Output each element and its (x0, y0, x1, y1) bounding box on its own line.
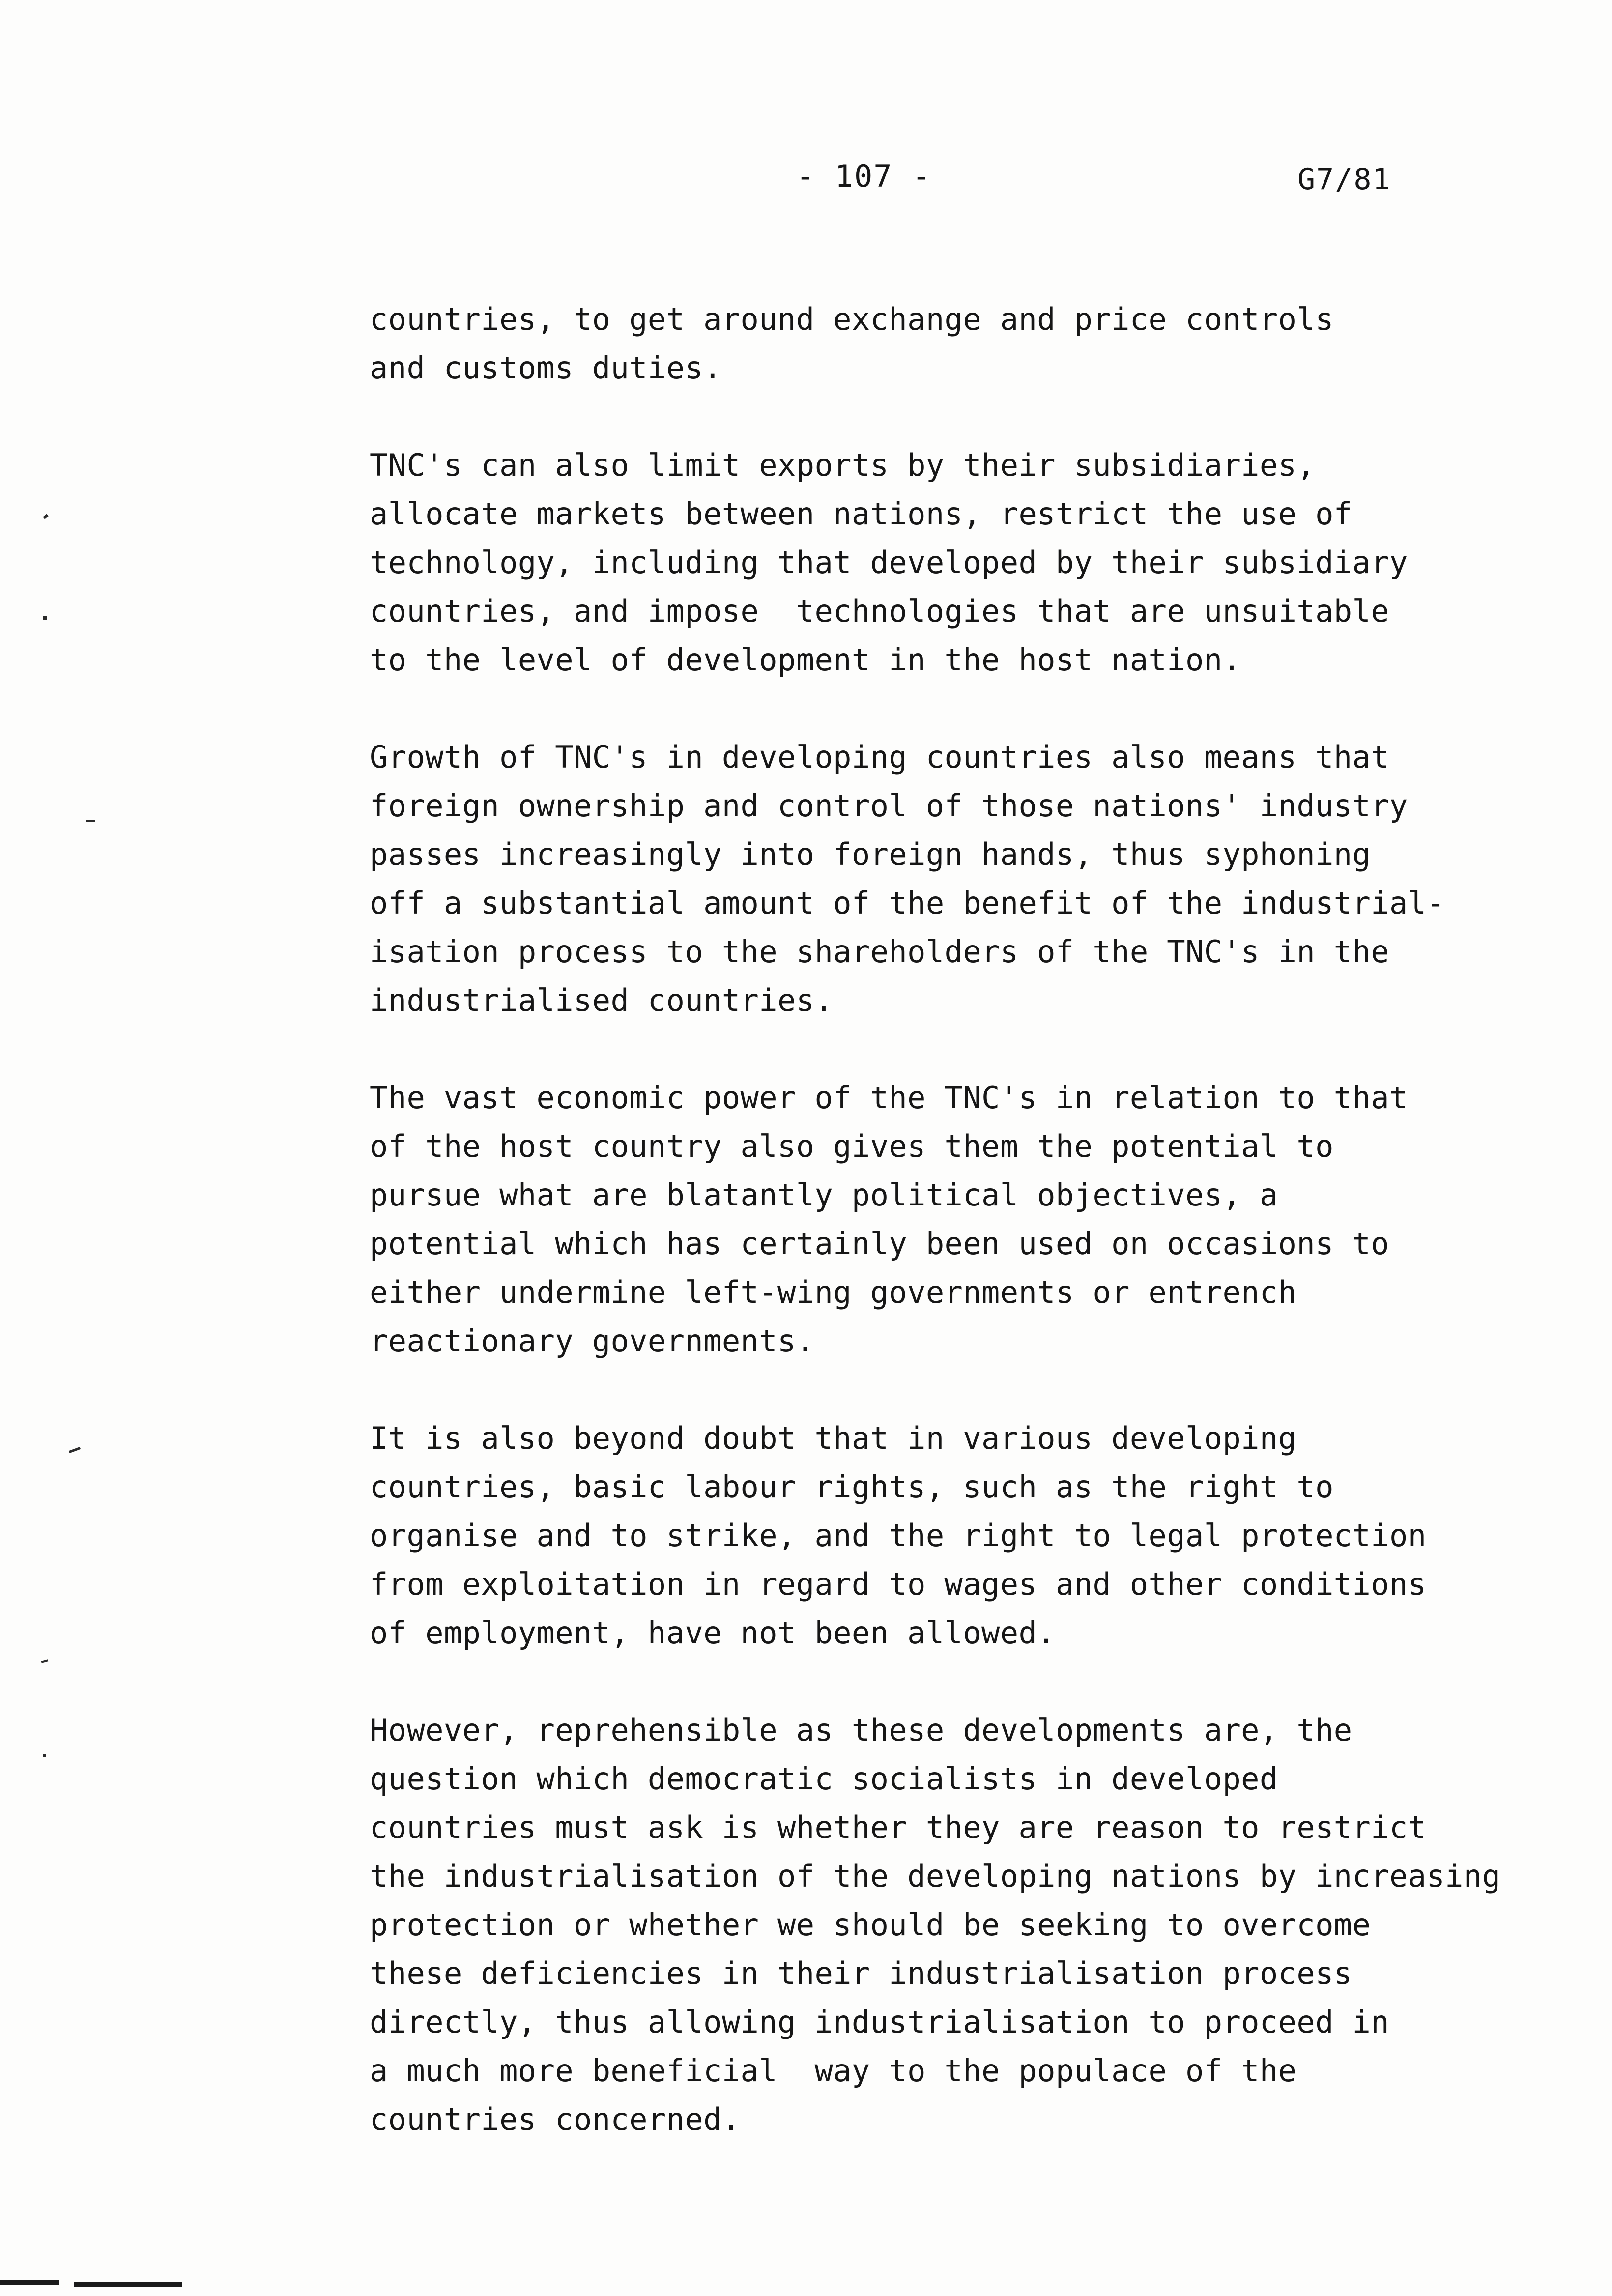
margin-mark (43, 616, 47, 620)
paragraph-5 (370, 1414, 1598, 1657)
text-line: pursue what are blatantly political objectives, a (370, 1177, 1278, 1213)
bottom-rule (74, 2282, 182, 2287)
text-line: countries, and impose technologies that are unsuitable (370, 593, 1389, 629)
text-line: protection or whether we should be seeking to overcome (370, 1907, 1371, 1943)
text-line: Growth of TNC's in developing countries also means that (370, 739, 1389, 775)
paragraph-6 (370, 1706, 1598, 2144)
text-line: countries, basic labour rights, such as the right to (370, 1469, 1334, 1505)
text-line: of employment, have not been allowed. (370, 1615, 1056, 1651)
text-line: It is also beyond doubt that in various developing (370, 1420, 1297, 1456)
text-line: technology, including that developed by their subsidiary (370, 545, 1408, 580)
text-line: organise and to strike, and the right to legal protection (370, 1518, 1427, 1553)
text-line: from exploitation in regard to wages and other conditions (370, 1566, 1427, 1602)
text-line: directly, thus allowing industrialisation to proceed in (370, 2004, 1389, 2040)
paragraph-4 (370, 1073, 1598, 1365)
text-line: the industrialisation of the developing nations by increasing (370, 1858, 1501, 1894)
text-line: reactionary governments. (370, 1323, 815, 1359)
text-line: However, reprehensible as these developments are, the (370, 1712, 1353, 1748)
text-line: to the level of development in the host nation. (370, 642, 1241, 678)
text-line: countries must ask is whether they are reason to restrict (370, 1809, 1427, 1845)
paragraph-3 (370, 733, 1598, 1025)
text-line: these deficiencies in their industrialisation process (370, 1955, 1353, 1991)
text-line: industrialised countries. (370, 982, 834, 1018)
text-line: passes increasingly into foreign hands, thus syphoning (370, 836, 1371, 872)
margin-mark (41, 1659, 49, 1663)
text-line: isation process to the shareholders of the TNC's in the (370, 934, 1389, 970)
text-line: TNC's can also limit exports by their subsidiaries, (370, 447, 1316, 483)
text-line: either undermine left-wing governments or entrench (370, 1274, 1297, 1310)
margin-mark (43, 514, 49, 519)
body-text (370, 295, 1598, 2192)
text-line: off a substantial amount of the benefit of the industrial- (370, 885, 1445, 921)
text-line: of the host country also gives them the potential to (370, 1128, 1334, 1164)
text-line: and customs duties. (370, 350, 722, 386)
text-line: The vast economic power of the TNC's in relation to that (370, 1080, 1408, 1116)
margin-mark (69, 1447, 81, 1453)
text-line: foreign ownership and control of those nations' industry (370, 788, 1408, 824)
text-line: a much more beneficial way to the populace of the (370, 2053, 1297, 2089)
document-reference: G7/81 (1297, 162, 1391, 197)
text-line: countries concerned. (370, 2101, 741, 2137)
text-line: question which democratic socialists in developed (370, 1761, 1278, 1797)
page-number: - 107 - (796, 158, 932, 194)
bottom-rule (0, 2280, 59, 2285)
text-line: countries, to get around exchange and price controls (370, 301, 1334, 337)
margin-mark (43, 1754, 46, 1757)
margin-mark (86, 820, 95, 822)
text-line: allocate markets between nations, restrict the use of (370, 496, 1353, 532)
paragraph-1 (370, 295, 1598, 392)
text-line: potential which has certainly been used on occasions to (370, 1226, 1389, 1262)
paragraph-2 (370, 441, 1598, 684)
